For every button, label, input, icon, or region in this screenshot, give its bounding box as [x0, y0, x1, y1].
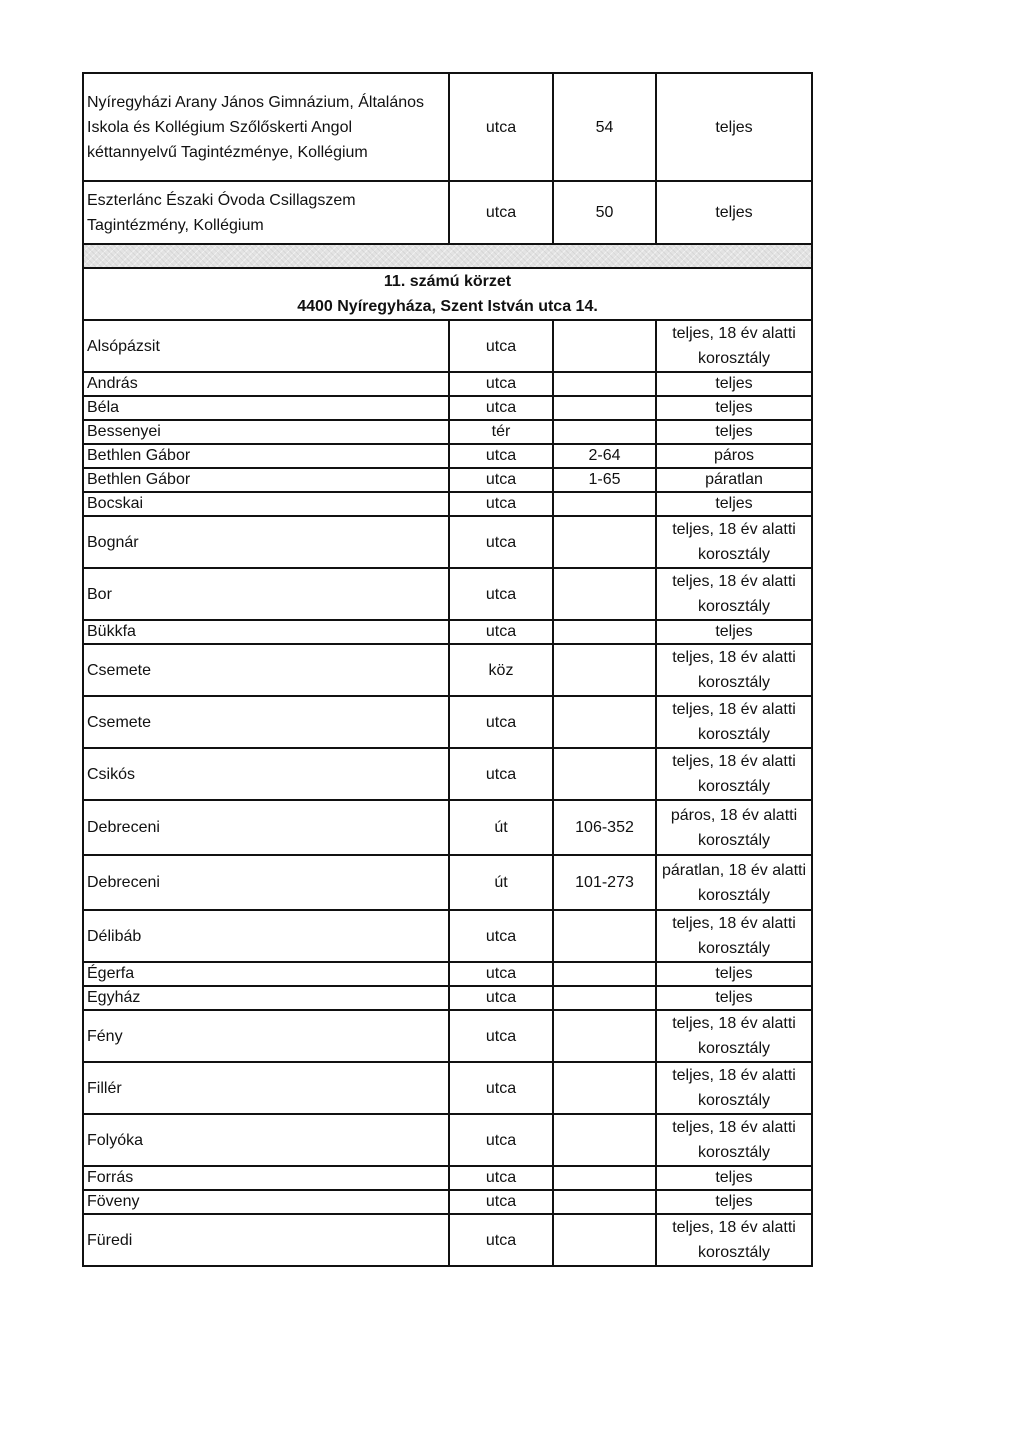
scope-cell: teljes [656, 372, 812, 396]
table-row [83, 420, 812, 444]
house-number-cell [553, 962, 656, 986]
street-name-cell: Debreceni [83, 855, 449, 910]
table-row [83, 516, 812, 568]
street-name-cell: Egyház [83, 986, 449, 1010]
house-number-cell [553, 1190, 656, 1214]
street-type-cell: utca [449, 1214, 553, 1266]
scope-cell: páros, 18 év alatti korosztály [656, 800, 812, 855]
house-number-cell: 50 [553, 181, 656, 244]
table-row [83, 1214, 812, 1266]
street-name-cell: Béla [83, 396, 449, 420]
street-type-cell: utca [449, 468, 553, 492]
street-type-cell: utca [449, 396, 553, 420]
street-name-cell: Bethlen Gábor [83, 468, 449, 492]
district-title: 11. számú körzet [383, 273, 512, 290]
street-name-cell: Bethlen Gábor [83, 444, 449, 468]
scope-cell: teljes [656, 73, 812, 181]
street-type-cell: utca [449, 1190, 553, 1214]
table-row [83, 73, 812, 181]
district-street-table [82, 72, 813, 1267]
street-type-cell: utca [449, 620, 553, 644]
street-name-cell: András [83, 372, 449, 396]
scope-cell: teljes [656, 181, 812, 244]
scope-cell: teljes, 18 év alatti korosztály [656, 568, 812, 620]
street-type-cell: utca [449, 516, 553, 568]
scope-cell: teljes [656, 396, 812, 420]
scope-cell: teljes [656, 986, 812, 1010]
street-name-cell: Bocskai [83, 492, 449, 516]
house-number-cell [553, 1114, 656, 1166]
street-type-cell: út [449, 800, 553, 855]
street-name-cell: Csemete [83, 696, 449, 748]
street-name-cell: Égerfa [83, 962, 449, 986]
table-row [83, 492, 812, 516]
scope-cell: teljes, 18 év alatti korosztály [656, 1214, 812, 1266]
street-type-cell: utca [449, 910, 553, 962]
house-number-cell [553, 748, 656, 800]
street-name-cell: Bor [83, 568, 449, 620]
street-type-cell: utca [449, 181, 553, 244]
scope-cell: teljes, 18 év alatti korosztály [656, 1114, 812, 1166]
house-number-cell [553, 1010, 656, 1062]
street-type-cell: utca [449, 1114, 553, 1166]
institution-name-cell: Nyíregyházi Arany János Gimnázium, Általános Iskola és Kollégium Szőlőskerti Angol kéttannyelvű Tagintézménye, Kollégium [83, 73, 449, 181]
scope-cell: teljes [656, 1190, 812, 1214]
scope-cell: teljes, 18 év alatti korosztály [656, 320, 812, 372]
street-type-cell: utca [449, 444, 553, 468]
street-type-cell: utca [449, 1062, 553, 1114]
house-number-cell [553, 910, 656, 962]
house-number-cell [553, 420, 656, 444]
table-row [83, 696, 812, 748]
street-type-cell: utca [449, 492, 553, 516]
scope-cell: teljes, 18 év alatti korosztály [656, 516, 812, 568]
table-row [83, 396, 812, 420]
street-type-cell: tér [449, 420, 553, 444]
scope-cell: teljes [656, 962, 812, 986]
street-type-cell: utca [449, 986, 553, 1010]
table-row [83, 1010, 812, 1062]
street-type-cell: utca [449, 748, 553, 800]
street-name-cell: Csemete [83, 644, 449, 696]
street-type-cell: utca [449, 568, 553, 620]
house-number-cell: 101-273 [553, 855, 656, 910]
district-address: 4400 Nyíregyháza, Szent István utca 14. [297, 298, 598, 315]
table-row [83, 620, 812, 644]
house-number-cell [553, 320, 656, 372]
house-number-cell: 2-64 [553, 444, 656, 468]
table-row [83, 1166, 812, 1190]
house-number-cell [553, 568, 656, 620]
table-row [83, 962, 812, 986]
street-type-cell: utca [449, 372, 553, 396]
scope-cell: teljes, 18 év alatti korosztály [656, 696, 812, 748]
street-name-cell: Bükkfa [83, 620, 449, 644]
scope-cell: teljes [656, 620, 812, 644]
table-row [83, 372, 812, 396]
street-type-cell: utca [449, 73, 553, 181]
table-row [83, 910, 812, 962]
district-header-row [83, 268, 812, 320]
district-header [83, 268, 812, 320]
house-number-cell [553, 644, 656, 696]
house-number-cell [553, 620, 656, 644]
street-name-cell: Forrás [83, 1166, 449, 1190]
scope-cell: teljes [656, 420, 812, 444]
scope-cell: teljes [656, 1166, 812, 1190]
street-type-cell: köz [449, 644, 553, 696]
street-type-cell: utca [449, 696, 553, 748]
table-row [83, 644, 812, 696]
house-number-cell [553, 986, 656, 1010]
table-row [83, 1062, 812, 1114]
house-number-cell [553, 1214, 656, 1266]
street-name-cell: Fillér [83, 1062, 449, 1114]
scope-cell: teljes, 18 év alatti korosztály [656, 644, 812, 696]
street-name-cell: Füredi [83, 1214, 449, 1266]
street-name-cell: Bessenyei [83, 420, 449, 444]
table-row [83, 444, 812, 468]
separator-row [83, 244, 812, 268]
table-row [83, 1190, 812, 1214]
house-number-cell [553, 1062, 656, 1114]
street-name-cell: Délibáb [83, 910, 449, 962]
street-type-cell: utca [449, 1166, 553, 1190]
scope-cell: teljes, 18 év alatti korosztály [656, 1062, 812, 1114]
street-name-cell: Bognár [83, 516, 449, 568]
table-row [83, 468, 812, 492]
scope-cell: páratlan [656, 468, 812, 492]
table-row [83, 986, 812, 1010]
table-row [83, 800, 812, 855]
table-row [83, 748, 812, 800]
institution-name-cell: Eszterlánc Északi Óvoda Csillagszem Tagintézmény, Kollégium [83, 181, 449, 244]
scope-cell: páros [656, 444, 812, 468]
scope-cell: teljes [656, 492, 812, 516]
house-number-cell [553, 1166, 656, 1190]
scope-cell: teljes, 18 év alatti korosztály [656, 910, 812, 962]
district-street-table-container [82, 72, 813, 1267]
gray-separator-band [83, 244, 812, 268]
table-row [83, 568, 812, 620]
street-name-cell: Folyóka [83, 1114, 449, 1166]
previous-district-rows [83, 73, 812, 320]
house-number-cell [553, 696, 656, 748]
street-name-cell: Alsópázsit [83, 320, 449, 372]
house-number-cell [553, 372, 656, 396]
scope-cell: páratlan, 18 év alatti korosztály [656, 855, 812, 910]
house-number-cell: 54 [553, 73, 656, 181]
street-name-cell: Fény [83, 1010, 449, 1062]
house-number-cell [553, 396, 656, 420]
table-row [83, 320, 812, 372]
house-number-cell: 1-65 [553, 468, 656, 492]
street-type-cell: út [449, 855, 553, 910]
street-type-cell: utca [449, 320, 553, 372]
table-row [83, 181, 812, 244]
street-type-cell: utca [449, 962, 553, 986]
street-name-cell: Csikós [83, 748, 449, 800]
street-name-cell: Föveny [83, 1190, 449, 1214]
street-type-cell: utca [449, 1010, 553, 1062]
scope-cell: teljes, 18 év alatti korosztály [656, 748, 812, 800]
table-row [83, 1114, 812, 1166]
scope-cell: teljes, 18 év alatti korosztály [656, 1010, 812, 1062]
street-rows [83, 320, 812, 1266]
house-number-cell: 106-352 [553, 800, 656, 855]
street-name-cell: Debreceni [83, 800, 449, 855]
table-row [83, 855, 812, 910]
house-number-cell [553, 492, 656, 516]
house-number-cell [553, 516, 656, 568]
